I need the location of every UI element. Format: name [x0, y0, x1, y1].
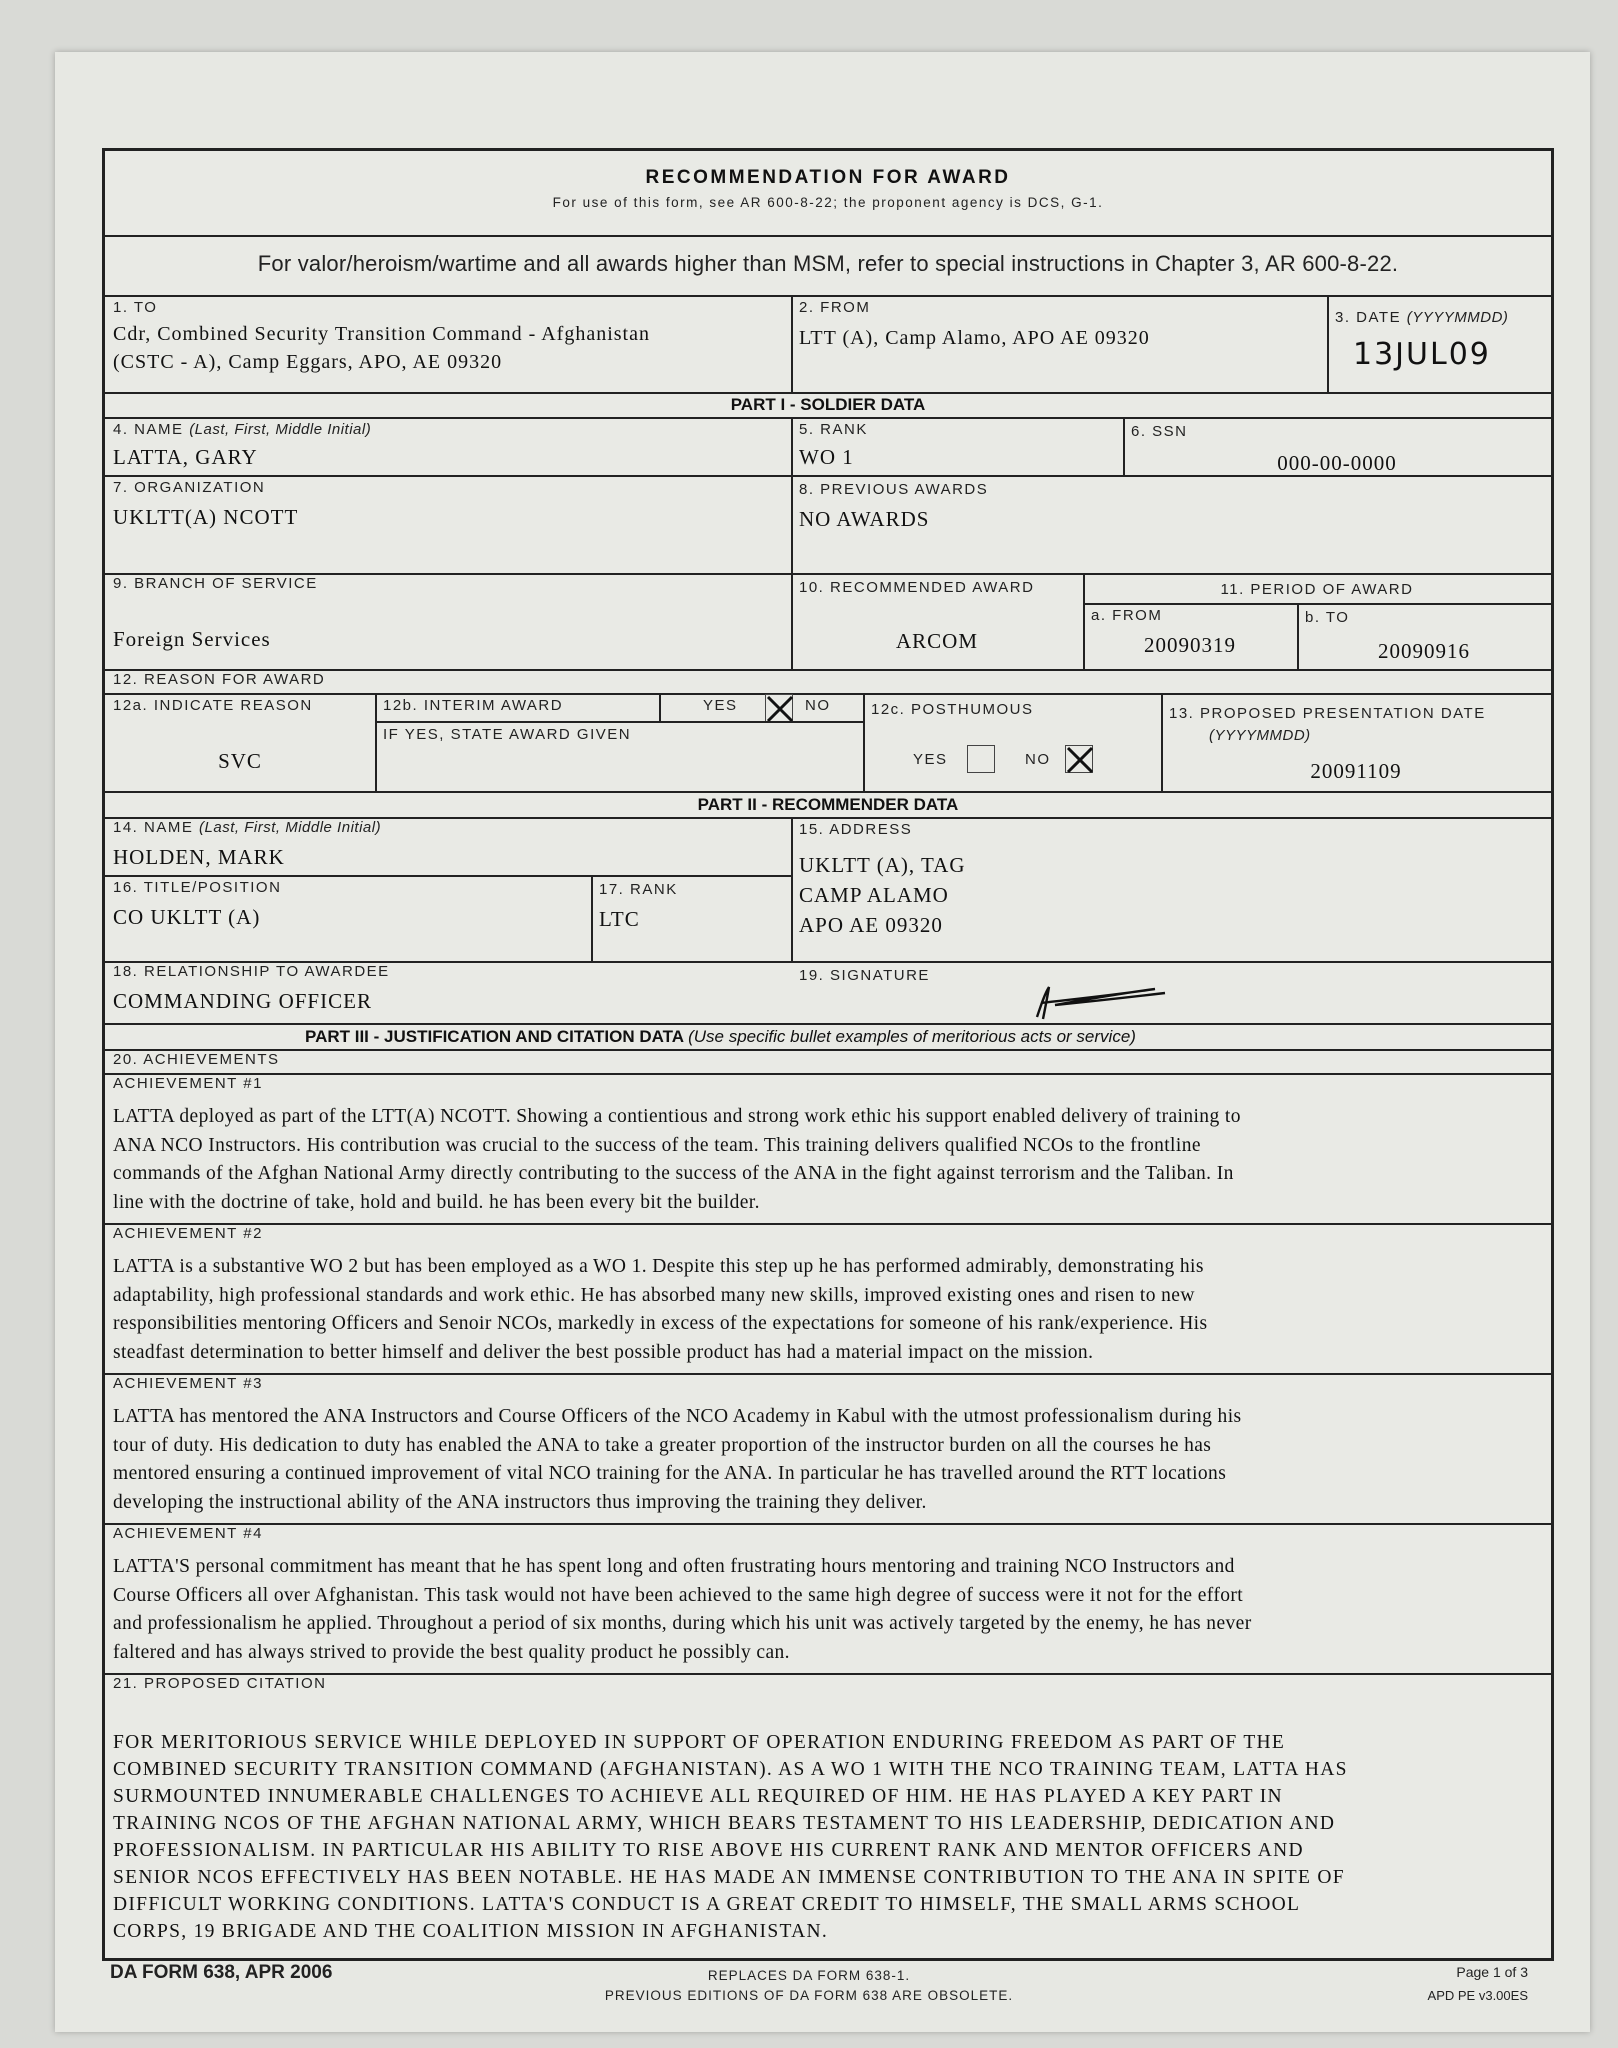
- organization-value[interactable]: UKLTT(A) NCOTT: [113, 505, 299, 529]
- check-x-icon: [766, 695, 794, 723]
- interim-yes-label: YES: [703, 697, 738, 714]
- title-position-label: 16. TITLE/POSITION: [113, 879, 282, 896]
- rank-value[interactable]: WO 1: [799, 445, 854, 469]
- achievement-4-label: ACHIEVEMENT #4: [113, 1525, 263, 1542]
- page-number: Page 1 of 3: [1456, 1964, 1528, 1980]
- period-from-label: a. FROM: [1091, 607, 1163, 624]
- form-title: RECOMMENDATION FOR AWARD: [645, 167, 1011, 188]
- posthumous-no-checkbox[interactable]: [1065, 745, 1093, 773]
- citation-text[interactable]: FOR MERITORIOUS SERVICE WHILE DEPLOYED IN SUPPORT OF OPERATION ENDURING FREEDOM AS PART OF THE COMBINED SECURITY TRANSITION COMMAND (AFGHANISTAN). AS A WO 1 WITH THE NCO TRAINING TEAM, LATTA HAS SURMOUNTED INNUMERABLE CHALLENGES TO ACHIEVE ALL REQUIRED OF HIM. HE HAS PLAYED A KEY PART IN TRAINING NCOS OF THE AFGHAN NATIONAL ARMY, WHICH BEARS TESTAMENT TO HIS LEADERSHIP, DEDICATION AND PROFESSIONALISM. IN PARTICULAR HIS ABILITY TO RISE ABOVE HIS CURRENT RANK AND MENTOR OFFICERS AND SENIOR NCOS EFFECTIVELY HAS BEEN NOTABLE. HE HAS MADE AN IMMENSE CONTRIBUTION TO THE ANA IN SPITE OF DIFFICULT WORKING CONDITIONS. LATTA'S CONDUCT IS A GREAT CREDIT TO HIMSELF, THE SMALL ARMS SCHOOL CORPS, 19 BRIGADE AND THE COALITION MISSION IN AFGHANISTAN.: [113, 1732, 1348, 1942]
- to-line1[interactable]: Cdr, Combined Security Transition Command - Afghanistan: [113, 323, 650, 345]
- rec-rank-label: 17. RANK: [599, 881, 678, 898]
- branch-value[interactable]: Foreign Services: [113, 627, 271, 651]
- signature-image[interactable]: [1005, 969, 1185, 1023]
- relationship-value[interactable]: COMMANDING OFFICER: [113, 989, 372, 1013]
- citation-label: 21. PROPOSED CITATION: [113, 1675, 327, 1692]
- form-version: APD PE v3.00ES: [1427, 1988, 1528, 2003]
- rec-rank-value[interactable]: LTC: [599, 907, 640, 931]
- achievement-3-text[interactable]: LATTA has mentored the ANA Instructors and Course Officers of the NCO Academy in Kabul with the utmost professionalism during his tour of duty. His dedication to duty has enabled the ANA to take a greater proportion of the instructor burden on all the courses he has mentored ensuring a continued improvement of vital NCO training for the ANA. In particular he has travelled around the RTT locations developing the instructional ability of the ANA instructors thus improving the training they deliver.: [113, 1406, 1242, 1513]
- rec-name-value[interactable]: HOLDEN, MARK: [113, 845, 285, 869]
- name-value[interactable]: LATTA, GARY: [113, 445, 258, 469]
- address-line1[interactable]: UKLTT (A), TAG: [799, 853, 966, 877]
- presentation-date-label: 13. PROPOSED PRESENTATION DATE: [1169, 705, 1486, 722]
- ssn-label: 6. SSN: [1131, 423, 1188, 440]
- achievements-label: 20. ACHIEVEMENTS: [113, 1051, 280, 1068]
- recommended-award-label: 10. RECOMMENDED AWARD: [799, 579, 1035, 596]
- indicate-reason-value[interactable]: SVC: [218, 749, 262, 773]
- indicate-reason-label: 12a. INDICATE REASON: [113, 697, 313, 714]
- address-label: 15. ADDRESS: [799, 821, 913, 838]
- form-id: DA FORM 638, APR 2006: [110, 1962, 333, 1983]
- award-form: [102, 148, 1554, 1961]
- to-label: 1. TO: [113, 299, 158, 316]
- part3-heading: PART III - JUSTIFICATION AND CITATION DATA (Use specific bullet examples of meritorious acts or service): [305, 1027, 1136, 1046]
- name-label: 4. NAME (Last, First, Middle Initial): [113, 421, 372, 438]
- achievement-4-text[interactable]: LATTA'S personal commitment has meant that he has spent long and often frustrating hours mentoring and training NCO Instructors and Course Officers all over Afghanistan. This task would not have been achieved to the same high degree of success were it not for the effort and professionalism he applied. Throughout a period of six months, during which his unit was actively targeted by the enemy, he has never faltered and has always strived to provide the best quality product he possibly can.: [113, 1556, 1252, 1663]
- to-line2[interactable]: (CSTC - A), Camp Eggars, APO, AE 09320: [113, 351, 503, 373]
- address-line3[interactable]: APO AE 09320: [799, 913, 943, 937]
- state-award-label: IF YES, STATE AWARD GIVEN: [383, 726, 632, 743]
- period-to-label: b. TO: [1305, 609, 1350, 626]
- achievement-2-text[interactable]: LATTA is a substantive WO 2 but has been employed as a WO 1. Despite this step up he has performed admirably, demonstrating his adaptability, high professional standards and work ethic. He has absorbed many new skills, improved existing ones and risen to new responsibilities mentoring Officers and Senoir NCOs, markedly in excess of the expectations for someone of his rank/experience. His steadfast determination to better himself and deliver the best possible product has had a material impact on the mission.: [113, 1256, 1208, 1363]
- period-from-value[interactable]: 20090319: [1144, 633, 1236, 657]
- interim-no-checkbox[interactable]: [765, 694, 793, 722]
- obsolete-note: PREVIOUS EDITIONS OF DA FORM 638 ARE OBSOLETE.: [604, 1988, 1014, 2003]
- rank-label: 5. RANK: [799, 421, 868, 438]
- interim-no-label: NO: [805, 697, 831, 714]
- interim-award-label: 12b. INTERIM AWARD: [383, 697, 564, 714]
- date-label: 3. DATE (YYYYMMDD): [1335, 309, 1509, 326]
- period-to-value[interactable]: 20090916: [1378, 639, 1470, 663]
- form-subtitle: For use of this form, see AR 600-8-22; the proponent agency is DCS, G-1.: [552, 195, 1104, 210]
- check-x-icon: [1066, 746, 1094, 774]
- achievement-3-label: ACHIEVEMENT #3: [113, 1375, 263, 1392]
- period-label: 11. PERIOD OF AWARD: [1220, 581, 1414, 598]
- ssn-value[interactable]: 000-00-0000: [1277, 451, 1397, 475]
- part1-heading: PART I - SOLDIER DATA: [730, 395, 926, 414]
- replaces-note: REPLACES DA FORM 638-1.: [707, 1968, 911, 1983]
- posthumous-yes-label: YES: [913, 751, 948, 768]
- presentation-date-value[interactable]: 20091109: [1310, 759, 1402, 783]
- recommended-award-value[interactable]: ARCOM: [895, 629, 979, 653]
- instruction-banner: For valor/heroism/wartime and all awards higher than MSM, refer to special instructions in Chapter 3, AR 600-8-22.: [257, 251, 1399, 276]
- from-value[interactable]: LTT (A), Camp Alamo, APO AE 09320: [799, 327, 1150, 349]
- achievement-2-label: ACHIEVEMENT #2: [113, 1225, 263, 1242]
- part2-heading: PART II - RECOMMENDER DATA: [697, 795, 959, 814]
- reason-label: 12. REASON FOR AWARD: [113, 671, 326, 688]
- presentation-date-format: (YYYYMMDD): [1209, 727, 1311, 744]
- branch-label: 9. BRANCH OF SERVICE: [113, 575, 318, 592]
- previous-awards-value[interactable]: NO AWARDS: [799, 507, 930, 531]
- from-label: 2. FROM: [799, 299, 871, 316]
- previous-awards-label: 8. PREVIOUS AWARDS: [799, 481, 989, 498]
- rec-name-label: 14. NAME (Last, First, Middle Initial): [113, 819, 382, 836]
- posthumous-yes-checkbox[interactable]: [967, 745, 995, 773]
- organization-label: 7. ORGANIZATION: [113, 479, 266, 496]
- signature-label: 19. SIGNATURE: [799, 967, 930, 984]
- title-position-value[interactable]: CO UKLTT (A): [113, 905, 261, 929]
- address-line2[interactable]: CAMP ALAMO: [799, 883, 949, 907]
- achievement-1-label: ACHIEVEMENT #1: [113, 1075, 263, 1092]
- relationship-label: 18. RELATIONSHIP TO AWARDEE: [113, 963, 390, 980]
- posthumous-no-label: NO: [1025, 751, 1051, 768]
- achievement-1-text[interactable]: LATTA deployed as part of the LTT(A) NCOTT. Showing a contientious and strong work ethic his support enabled delivery of training to ANA NCO Instructors. His contribution was crucial to the success of the team. This training delivers qualified NCOs to the frontline commands of the Afghan National Army directly contributing to the success of the ANA in the fight against terrorism and the Taliban. In line with the doctrine of take, hold and build. he has been every bit the builder.: [113, 1106, 1241, 1213]
- date-value-handwritten[interactable]: 13JUL09: [1353, 337, 1491, 372]
- posthumous-label: 12c. POSTHUMOUS: [871, 701, 1034, 718]
